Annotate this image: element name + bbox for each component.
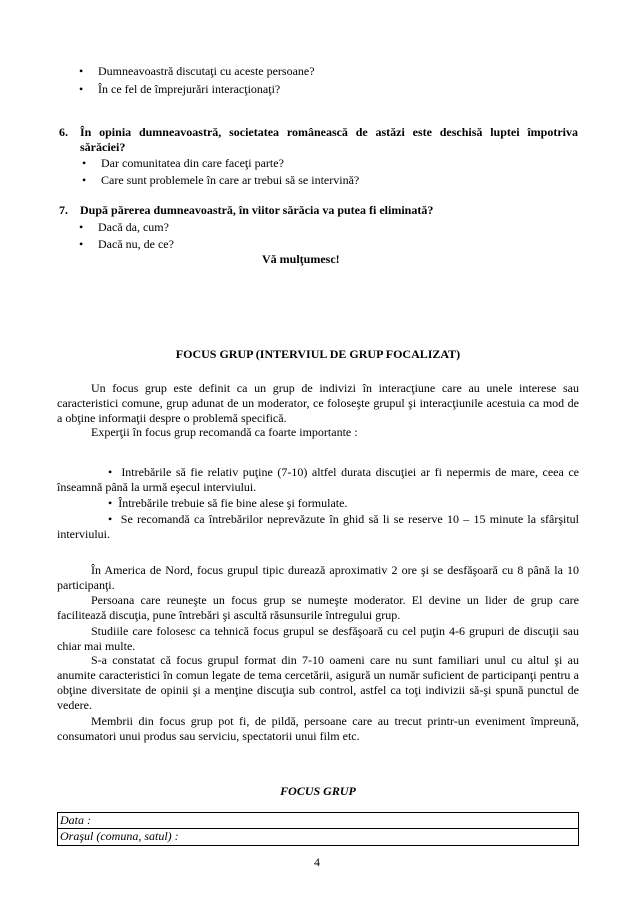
experts-intro: Experţii în focus grup recomandă ca foarte importante : xyxy=(91,425,358,439)
paragraph-composition: S-a constatat că focus grupul format din 7-10 oameni care nu sunt familiari unul cu altul şi au anumite caracteristici în comun legate de tema cercetării, asigură un număr suficient de participanţi pentru a obţine diversitate de opinii şi a menţine discuţia sub control, astfel ca toţi indivizii să-şi spună punctul de vedere. xyxy=(57,653,579,712)
page-number: 4 xyxy=(314,855,320,869)
focus-group-title: FOCUS GRUP (INTERVIUL DE GRUP FOCALIZAT) xyxy=(175,347,461,361)
form-field-city[interactable]: Oraşul (comuna, satul) : xyxy=(60,829,179,843)
recommendation-2 xyxy=(108,496,347,511)
question-6-number: 6. xyxy=(59,125,68,139)
paragraph-america: În America de Nord, focus grupul tipic durează aproximativ 2 ore şi se desfăşoară cu 8 până la 10 participanţi. xyxy=(57,563,579,592)
definition-paragraph: Un focus grup este definit ca un grup de indivizi în interacţiune care au unele interese sau caracteristici comune, grup adunat de un moderator, ce foloseşte grupul şi interacţiunile acestuia ca mod de a obţine informaţii despre o problemă specifică. xyxy=(57,381,579,425)
question-6-text: În opinia dumneavoastră, societatea românească de astăzi este deschisă luptei împotriva xyxy=(80,125,578,139)
question-7-bullet: • Dacă nu, de ce? xyxy=(98,237,174,252)
form-title: FOCUS GRUP xyxy=(280,784,356,798)
question-7-number: 7. xyxy=(59,203,68,217)
question-7-bullet: • Dacă da, cum? xyxy=(98,220,169,235)
form-box xyxy=(57,812,579,846)
form-field-date[interactable]: Data : xyxy=(60,813,91,827)
recommendation-3 xyxy=(57,512,579,542)
question-6-text-cont: sărăciei? xyxy=(80,140,126,154)
bullet-mark: • xyxy=(108,512,121,526)
bullet-mark: • xyxy=(108,496,119,510)
intro-bullet: • Dumneavoastră discutaţi cu aceste persoane? xyxy=(98,64,315,79)
paragraph-studies: Studiile care folosesc ca tehnică focus grupul se desfăşoară cu cel puţin 4-6 grupuri de discuţii sau chiar mai multe. xyxy=(57,624,579,653)
bullet-mark: • xyxy=(108,465,122,479)
recommendation-text: Întrebările trebuie să fie bine alese şi formulate. xyxy=(118,496,348,510)
question-6-bullet: • Care sunt problemele în care ar trebui să se intervină? xyxy=(101,173,359,188)
thanks-text: Vă mulţumesc! xyxy=(262,252,340,266)
question-6-bullet: • Dar comunitatea din care faceţi parte? xyxy=(101,156,284,171)
intro-bullet: • În ce fel de împrejurări interacţionaţi? xyxy=(98,82,280,97)
paragraph-moderator: Persoana care reuneşte un focus grup se numeşte moderator. El devine un lider de grup care facilitează discuţia, pune întrebări şi ascultă răsunsurile întregului grup. xyxy=(57,593,579,622)
question-7-text: După părerea dumneavoastră, în viitor sărăcia va putea fi eliminată? xyxy=(80,203,434,217)
recommendation-text: Se recomandă ca întrebărilor neprevăzute în ghid să li se reserve 10 – 15 minute la sfârşitul interviului. xyxy=(57,512,580,541)
recommendation-text: Intrebările să fie relativ puţine (7-10) altfel durata discuţiei ar fi nepermis de mare, ceea ce înseamnă până la urmă eşecul interviului. xyxy=(57,465,580,494)
recommendation-1 xyxy=(57,465,579,495)
paragraph-members: Membrii din focus grup pot fi, de pildă, persoane care au trecut printr-un eveniment împreună, consumatori unui produs sau serviciu, spectatorii unui film etc. xyxy=(57,714,579,743)
